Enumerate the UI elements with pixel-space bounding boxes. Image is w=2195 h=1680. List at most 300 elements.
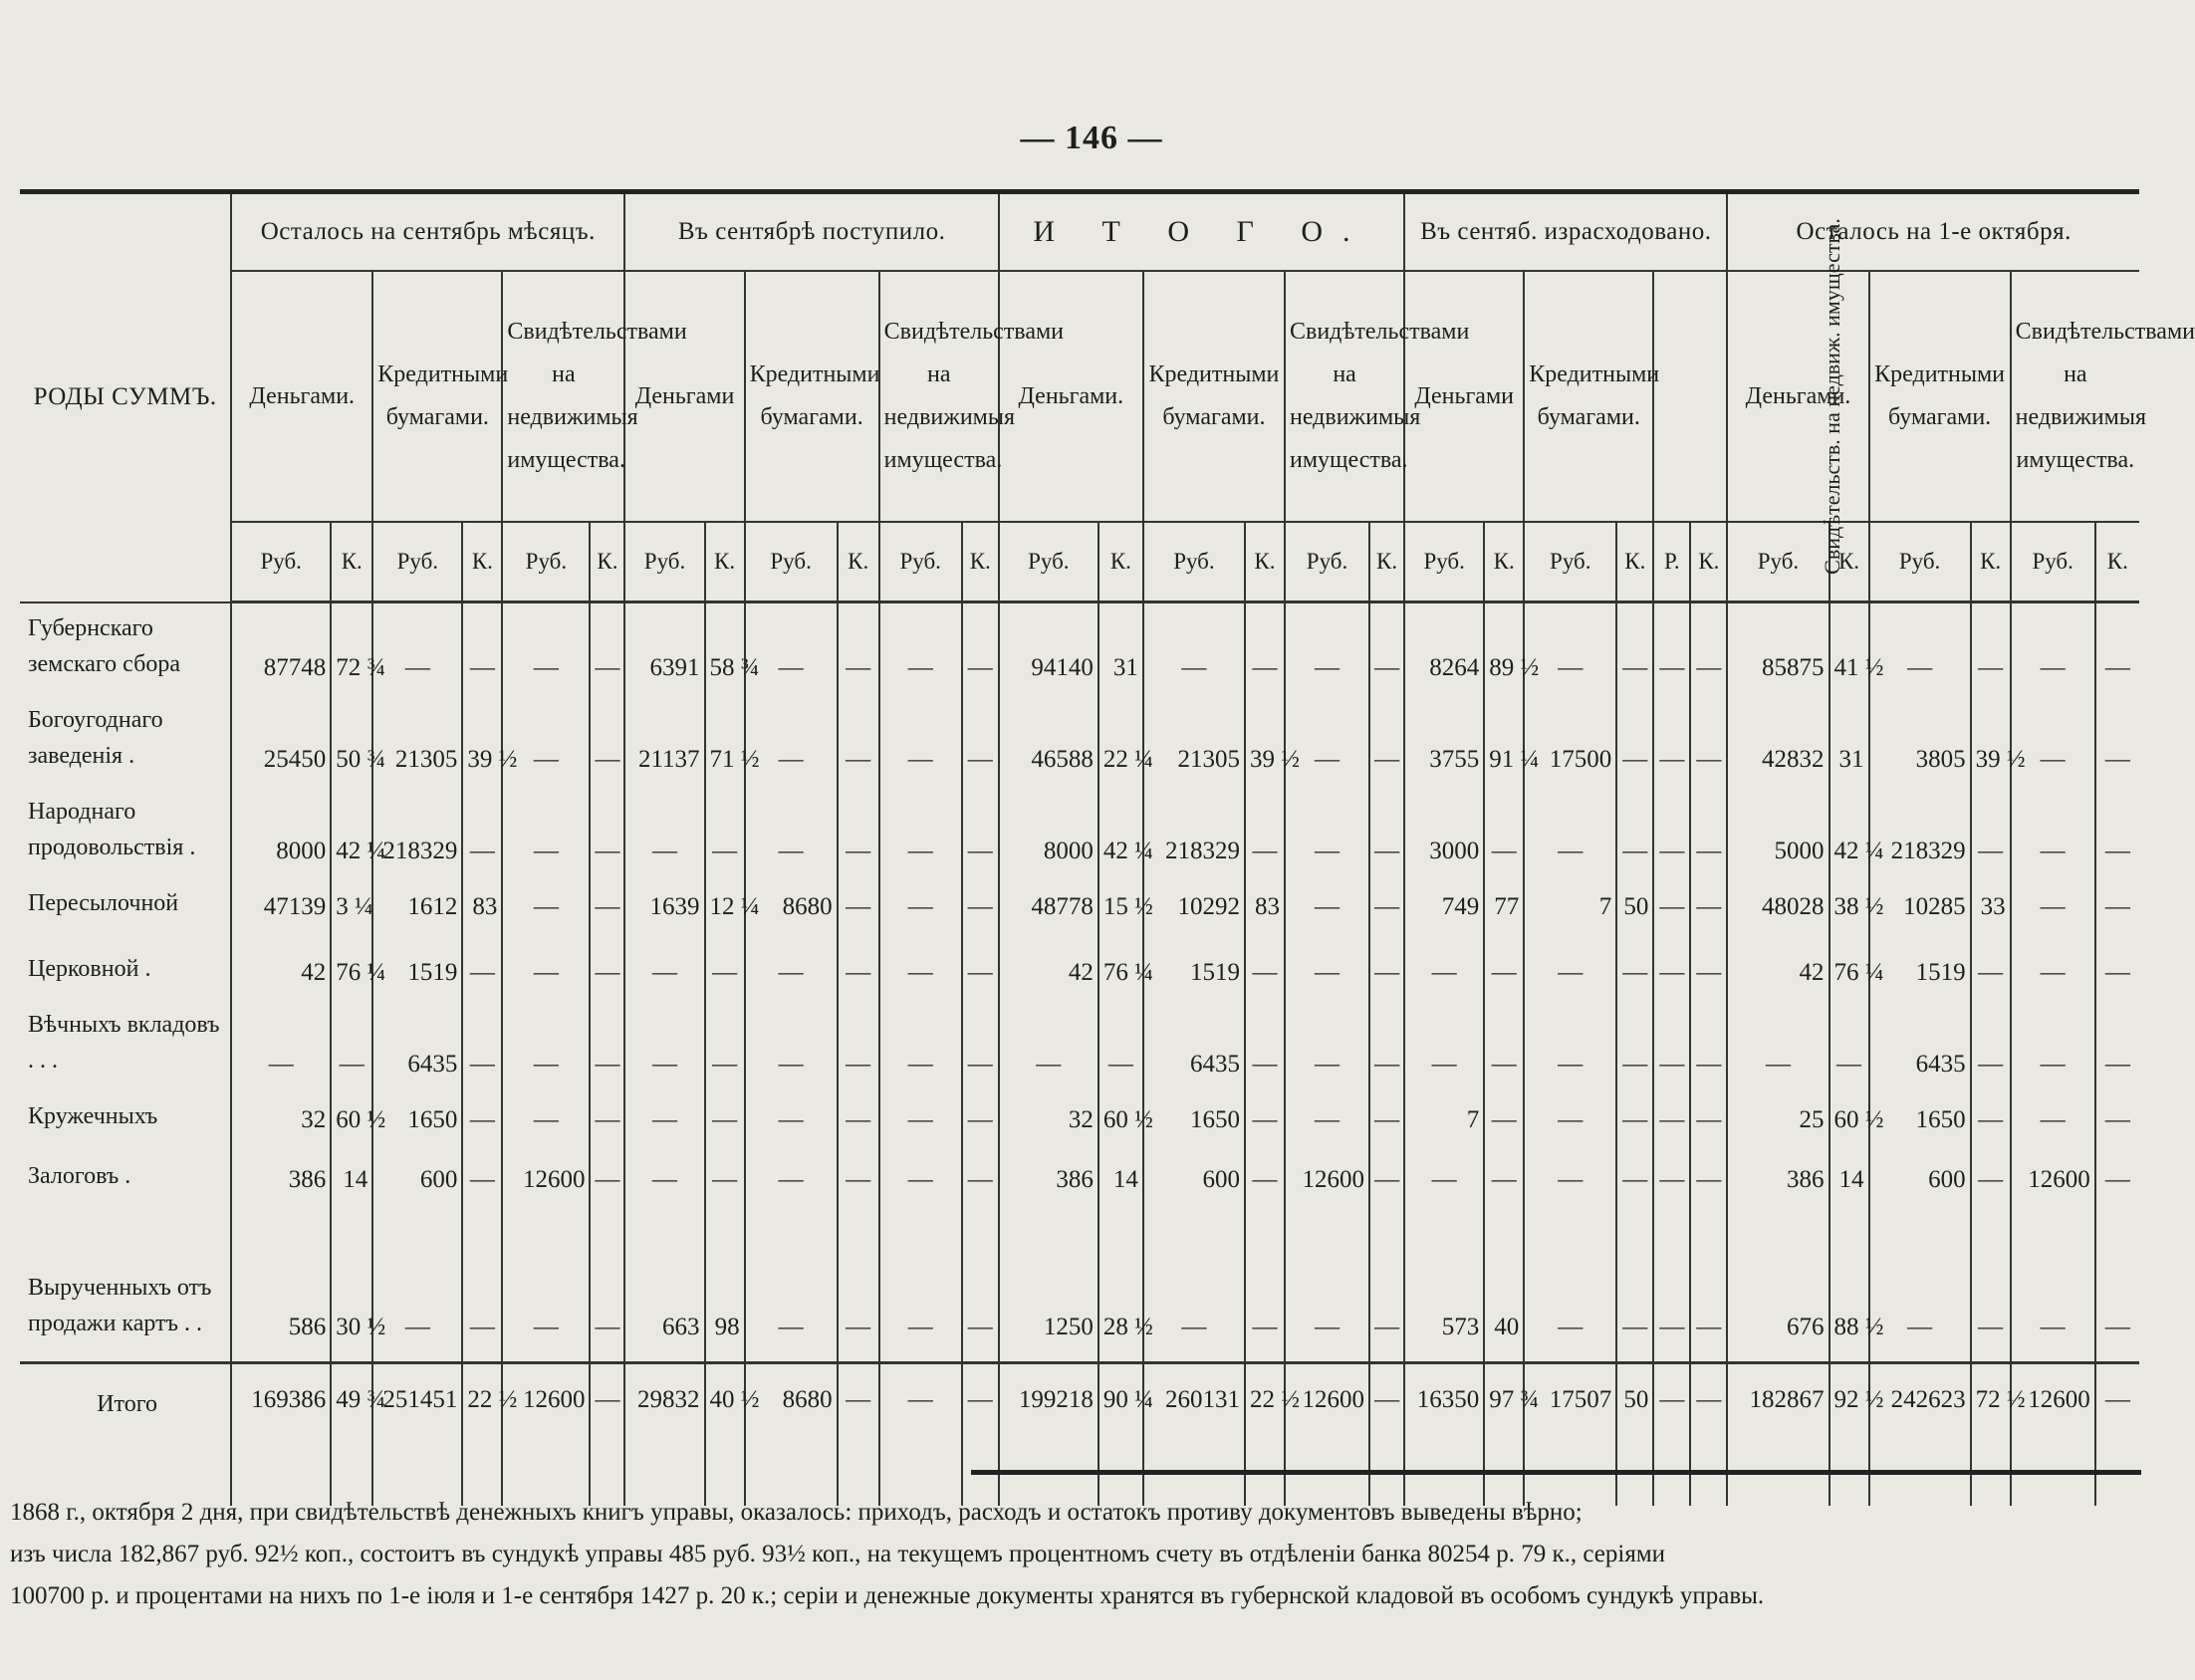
ruble-cell: 47139	[231, 885, 331, 941]
kopeck-cell: —	[1690, 1098, 1727, 1154]
kopeck-cell: —	[838, 602, 879, 702]
group-header-remaining-october: Осталось на 1-е октября.	[1727, 194, 2139, 271]
kopeck-cell: —	[1484, 941, 1524, 1007]
unit-rub: Руб.	[1143, 522, 1245, 602]
ruble-cell: 12600	[502, 1363, 590, 1507]
ruble-cell: —	[502, 1007, 590, 1098]
ruble-cell: —	[1653, 794, 1690, 885]
ruble-cell: 12600	[1285, 1154, 1369, 1214]
kopeck-cell: —	[1369, 1154, 1404, 1214]
unit-rub: Руб.	[624, 522, 704, 602]
footnote	[10, 1492, 2161, 1617]
kopeck-cell: 83	[462, 885, 502, 941]
kopeck-cell: 97 ¾	[1484, 1363, 1524, 1507]
kopeck-cell: —	[1616, 1214, 1653, 1363]
kopeck-cell: 39 ½	[1245, 702, 1285, 794]
kopeck-cell: 91 ¼	[1484, 702, 1524, 794]
kopeck-cell: —	[1484, 1098, 1524, 1154]
subheader-property: Свидѣтельствами на недвижимыя имущества.	[2011, 271, 2139, 522]
ruble-cell: 6435	[1143, 1007, 1245, 1098]
kopeck-cell: —	[2104, 958, 2130, 986]
ruble-cell: —	[1404, 1154, 1484, 1214]
kopeck-cell: —	[962, 702, 999, 794]
kopeck-cell: —	[590, 794, 624, 885]
kopeck-cell: 12 ¼	[705, 885, 745, 941]
ruble-cell: —	[1727, 1007, 1829, 1098]
kopeck-cell: —	[1690, 1007, 1727, 1098]
ruble-cell: 386	[999, 1154, 1098, 1214]
kopeck-cell: —	[962, 794, 999, 885]
ruble-cell: 32	[999, 1098, 1098, 1154]
unit-rub: Руб.	[879, 522, 962, 602]
kopeck-cell: 30 ½	[331, 1214, 372, 1363]
kopeck-cell: 58 ¾	[705, 602, 745, 702]
ruble-cell: 3000	[1404, 794, 1484, 885]
ledger-table-frame	[20, 189, 2195, 1479]
ruble-cell: —	[2011, 1098, 2095, 1154]
unit-kop: К.	[838, 522, 879, 602]
ruble-cell: 386	[1727, 1154, 1829, 1214]
unit-kop: К.	[1690, 522, 1727, 602]
ruble-cell: 12600	[2011, 1154, 2095, 1214]
kopeck-cell: —	[1971, 1098, 2011, 1154]
ruble-cell: —	[745, 941, 838, 1007]
kopeck-cell: —	[1690, 702, 1727, 794]
kopeck-cell: —	[1484, 1154, 1524, 1214]
ruble-cell: 251451	[372, 1363, 462, 1507]
ruble-cell: —	[1285, 602, 1369, 702]
subheader-credit: Кредитными бумагами.	[745, 271, 879, 522]
ruble-cell: —	[1285, 885, 1369, 941]
kopeck-cell: 38 ½	[1829, 885, 1869, 941]
ruble-cell: 32	[231, 1098, 331, 1154]
ruble-cell: 16350	[1404, 1363, 1484, 1507]
table-row	[20, 941, 2139, 1007]
ruble-cell: 17507	[1524, 1363, 1616, 1507]
kopeck-cell: —	[962, 885, 999, 941]
kopeck-cell: —	[705, 941, 745, 1007]
row-label: Вѣчныхъ вкладовъ . . .	[20, 1007, 231, 1098]
ruble-cell: —	[879, 794, 962, 885]
kopeck-cell: —	[2095, 1363, 2139, 1507]
ruble-cell: —	[1869, 602, 1971, 702]
kopeck-cell: 14	[1098, 1154, 1143, 1214]
unit-kop: К.	[462, 522, 502, 602]
ruble-cell: —	[879, 602, 962, 702]
ruble-cell: —	[502, 702, 590, 794]
kopeck-cell: —	[838, 941, 879, 1007]
ruble-cell: 218329	[1869, 794, 1971, 885]
kopeck-cell: 77	[1484, 885, 1524, 941]
kopeck-cell: —	[838, 1214, 879, 1363]
kopeck-cell: —	[462, 602, 502, 702]
row-label: Вырученныхъ отъ продажи картъ . .	[20, 1214, 231, 1363]
ruble-cell: —	[1285, 702, 1369, 794]
kopeck-cell: —	[1690, 941, 1727, 1007]
kopeck-cell: —	[1971, 941, 2011, 1007]
ruble-cell: —	[879, 1007, 962, 1098]
kopeck-cell: —	[1616, 602, 1653, 702]
ruble-cell: —	[1653, 1007, 1690, 1098]
subheader-money: Деньгами.	[231, 271, 372, 522]
ruble-cell: —	[1285, 794, 1369, 885]
ruble-cell: 17500	[1524, 702, 1616, 794]
table-row	[20, 1214, 2139, 1363]
kopeck-cell: —	[838, 1007, 879, 1098]
footnote-line: 1868 г., октября 2 дня, при свидѣтельствѣ денежныхъ книгъ управы, оказалось: приходъ, расходъ и остатокъ противу документовъ выведены вѣрно;	[10, 1499, 1583, 1526]
unit-kop: К.	[1369, 522, 1404, 602]
ruble-cell: 48778	[999, 885, 1098, 941]
ruble-cell: —	[1404, 1007, 1484, 1098]
subheader-credit: Кредитными бумагами.	[1524, 271, 1653, 522]
kopeck-cell: —	[590, 702, 624, 794]
subheader-property-vertical-text: Свидѣтельств. на недвиж. имущества.	[1820, 217, 1845, 575]
ruble-cell: —	[2011, 1007, 2095, 1098]
ruble-cell: 1519	[1143, 941, 1245, 1007]
kopeck-cell: —	[1690, 885, 1727, 941]
ruble-cell: 676	[1727, 1214, 1829, 1363]
unit-kop: К.	[2095, 522, 2139, 602]
ruble-cell: 242623	[1869, 1363, 1971, 1507]
ruble-cell: 386	[231, 1154, 331, 1214]
kopeck-cell: —	[838, 702, 879, 794]
kopeck-cell: —	[1369, 794, 1404, 885]
ruble-cell: 573	[1404, 1214, 1484, 1363]
ruble-cell: —	[1524, 602, 1616, 702]
ruble-cell: 218329	[372, 794, 462, 885]
ruble-cell: 25	[1727, 1098, 1829, 1154]
kopeck-cell: 22 ½	[462, 1363, 502, 1507]
kopeck-cell: —	[1245, 1007, 1285, 1098]
kopeck-cell: —	[838, 1363, 879, 1507]
kopeck-cell: —	[962, 1214, 999, 1363]
kopeck-cell: —	[1245, 1098, 1285, 1154]
ruble-cell: —	[745, 1214, 838, 1363]
ruble-cell: 21137	[624, 702, 704, 794]
kopeck-cell: 42 ¼	[1829, 794, 1869, 885]
ruble-cell: —	[1653, 1214, 1690, 1363]
kopeck-cell: —	[1616, 941, 1653, 1007]
ruble-cell: —	[1869, 1214, 1971, 1363]
row-label: Народнаго продовольствія .	[20, 794, 231, 885]
ruble-cell: 1250	[999, 1214, 1098, 1363]
kopeck-cell: —	[838, 1098, 879, 1154]
ruble-cell: 586	[231, 1214, 331, 1363]
kopeck-cell: —	[962, 1154, 999, 1214]
unit-r: Р.	[1653, 522, 1690, 602]
kopeck-cell: —	[962, 1098, 999, 1154]
ruble-cell: —	[1285, 1214, 1369, 1363]
unit-rub: Руб.	[999, 522, 1098, 602]
ruble-cell: —	[2011, 602, 2095, 702]
kopeck-cell: —	[1616, 1154, 1653, 1214]
ruble-cell: 8264	[1404, 602, 1484, 702]
ruble-cell: —	[624, 1098, 704, 1154]
kopeck-cell: —	[1369, 602, 1404, 702]
kopeck-cell: 50	[1616, 1363, 1653, 1507]
kopeck-cell: —	[1369, 1007, 1404, 1098]
subheader-credit: Кредитными бумагами.	[1143, 271, 1285, 522]
ruble-cell: 8000	[999, 794, 1098, 885]
kopeck-cell: 83	[1245, 885, 1285, 941]
kopeck-cell: 33	[1971, 885, 2011, 941]
ruble-cell: 8000	[231, 794, 331, 885]
ruble-cell: —	[502, 885, 590, 941]
ruble-cell: —	[624, 794, 704, 885]
kopeck-cell: —	[1690, 602, 1727, 702]
ruble-cell: 1650	[1869, 1098, 1971, 1154]
table-row	[20, 794, 2139, 885]
unit-rub: Руб.	[231, 522, 331, 602]
kopeck-cell: 39 ½	[1971, 702, 2011, 794]
page-number: — 146 —	[1020, 120, 1163, 156]
ledger-bottom-rule	[971, 1470, 2141, 1475]
ruble-cell: —	[879, 885, 962, 941]
unit-rub: Руб.	[1285, 522, 1369, 602]
kopeck-cell: 88 ½	[1829, 1214, 1869, 1363]
kopeck-cell: —	[962, 1007, 999, 1098]
row-label: Кружечныхъ	[20, 1098, 231, 1154]
group-header-remaining-september: Осталось на сентябрь мѣсяцъ.	[231, 194, 624, 271]
ruble-cell: —	[745, 702, 838, 794]
ruble-cell: 29832	[624, 1363, 704, 1507]
ruble-cell: —	[1143, 602, 1245, 702]
ruble-cell: —	[1404, 941, 1484, 1007]
ruble-cell: —	[745, 1154, 838, 1214]
kopeck-cell: —	[1369, 941, 1404, 1007]
kopeck-cell: 41 ½	[1829, 602, 1869, 702]
kopeck-cell: —	[1971, 1214, 2011, 1363]
kopeck-cell: —	[462, 1098, 502, 1154]
ruble-cell: 46588	[999, 702, 1098, 794]
ruble-cell: 1519	[1869, 941, 1971, 1007]
ledger-body	[20, 602, 2139, 1507]
kopeck-cell: 28 ½	[1098, 1214, 1143, 1363]
ruble-cell: 87748	[231, 602, 331, 702]
ruble-cell: 8680	[745, 1363, 838, 1507]
table-row	[20, 1154, 2139, 1214]
ruble-cell: —	[1285, 941, 1369, 1007]
ruble-cell: —	[502, 941, 590, 1007]
kopeck-cell: —	[705, 1098, 745, 1154]
ruble-cell: —	[1653, 1363, 1690, 1507]
kopeck-cell: —	[962, 1363, 999, 1507]
ruble-cell: 663	[624, 1214, 704, 1363]
kopeck-cell: —	[590, 1363, 624, 1507]
table-row	[20, 1098, 2139, 1154]
kopeck-cell: —	[590, 885, 624, 941]
ruble-cell: —	[1524, 1154, 1616, 1214]
subheader-property: Свидѣтельствами на недвижимыя имущества.	[502, 271, 624, 522]
kopeck-cell: —	[1616, 702, 1653, 794]
unit-rub: Руб.	[1869, 522, 1971, 602]
subheader-money: Деньгами.	[1727, 271, 1868, 522]
unit-kop: К.	[1971, 522, 2011, 602]
kopeck-cell: —	[2104, 1050, 2130, 1078]
ruble-cell: —	[879, 702, 962, 794]
ruble-cell: —	[2011, 702, 2095, 794]
row-label: Залоговъ .	[20, 1154, 231, 1214]
subheader-credit: Кредитными бумагами.	[1869, 271, 2011, 522]
row-label: Пересылочной	[20, 885, 231, 941]
ruble-cell: 6435	[372, 1007, 462, 1098]
table-row	[20, 1007, 2139, 1098]
kopeck-cell: 90 ¼	[1098, 1363, 1143, 1507]
kopeck-cell: —	[590, 602, 624, 702]
footnote-line: 100700 р. и процентами на нихъ по 1-е іюля и 1-е сентября 1427 р. 20 к.; серіи и денежные документы хранятся въ губернской кладовой въ особомъ сундукѣ управы.	[10, 1582, 1765, 1609]
kopeck-cell: —	[1616, 1098, 1653, 1154]
group-header-spent-september: Въ сентяб. израсходовано.	[1404, 194, 1727, 271]
ruble-cell: —	[1143, 1214, 1245, 1363]
ruble-cell: —	[879, 1363, 962, 1507]
total-label: Итого	[20, 1363, 231, 1507]
unit-rub: Руб.	[1727, 522, 1829, 602]
unit-kop: К.	[1829, 522, 1869, 602]
kopeck-cell: —	[962, 602, 999, 702]
kopeck-cell: 42 ¼	[1098, 794, 1143, 885]
ruble-cell: 42832	[1727, 702, 1829, 794]
kopeck-cell: 14	[331, 1154, 372, 1214]
kopeck-cell: —	[1690, 1154, 1727, 1214]
kopeck-cell: —	[1369, 1363, 1404, 1507]
ruble-cell: —	[2011, 941, 2095, 1007]
ruble-cell: 182867	[1727, 1363, 1829, 1507]
kopeck-cell: —	[590, 1007, 624, 1098]
ruble-cell: 10285	[1869, 885, 1971, 941]
kopeck-cell: —	[1369, 1214, 1404, 1363]
ruble-cell: 8680	[745, 885, 838, 941]
kopeck-cell: —	[1245, 794, 1285, 885]
unit-kop: К.	[331, 522, 372, 602]
unit-rub: Руб.	[372, 522, 462, 602]
kopeck-cell: —	[705, 794, 745, 885]
kopeck-cell: —	[2104, 892, 2130, 920]
kopeck-cell: —	[1369, 885, 1404, 941]
ruble-cell: 12600	[2011, 1363, 2095, 1507]
ruble-cell: —	[879, 1154, 962, 1214]
ruble-cell: —	[1524, 941, 1616, 1007]
unit-kop: К.	[1484, 522, 1524, 602]
kopeck-cell: 98	[705, 1214, 745, 1363]
kopeck-cell: —	[1971, 1007, 2011, 1098]
kopeck-cell: —	[1245, 1154, 1285, 1214]
kopeck-cell: —	[2104, 653, 2130, 681]
kopeck-cell: 89 ½	[1484, 602, 1524, 702]
ruble-cell: 94140	[999, 602, 1098, 702]
kopeck-cell: —	[2104, 837, 2130, 864]
ruble-cell: 25450	[231, 702, 331, 794]
kopeck-cell: 22 ¼	[1098, 702, 1143, 794]
ruble-cell: —	[745, 1007, 838, 1098]
kopeck-cell: —	[1369, 702, 1404, 794]
ruble-cell: 3755	[1404, 702, 1484, 794]
kopeck-cell: —	[1369, 1098, 1404, 1154]
subheader-money: Деньгами	[1404, 271, 1524, 522]
kopeck-cell: —	[1245, 1214, 1285, 1363]
kopeck-cell: —	[1098, 1007, 1143, 1098]
kopeck-cell: —	[331, 1007, 372, 1098]
ruble-cell: —	[624, 1154, 704, 1214]
kopeck-cell: —	[1484, 1007, 1524, 1098]
kopeck-cell: —	[590, 1098, 624, 1154]
kopeck-cell: —	[2104, 1105, 2130, 1133]
kopeck-cell: —	[1690, 794, 1727, 885]
kopeck-cell: —	[590, 941, 624, 1007]
ruble-cell: —	[624, 1007, 704, 1098]
ruble-cell: —	[502, 794, 590, 885]
ruble-cell: 600	[1869, 1154, 1971, 1214]
kopeck-cell: —	[462, 1007, 502, 1098]
subheader-credit: Кредитными бумагами.	[372, 271, 502, 522]
row-type-header: РОДЫ СУММЪ.	[20, 194, 231, 602]
kopeck-cell: 71 ½	[705, 702, 745, 794]
ruble-cell: 42	[231, 941, 331, 1007]
kopeck-cell: —	[1690, 1214, 1727, 1363]
unit-kop: К.	[705, 522, 745, 602]
table-row	[20, 602, 2139, 702]
ruble-cell: 199218	[999, 1363, 1098, 1507]
ruble-cell: —	[231, 1007, 331, 1098]
kopeck-cell: 50	[1616, 885, 1653, 941]
ruble-cell: —	[1285, 1098, 1369, 1154]
unit-rub: Руб.	[1404, 522, 1484, 602]
kopeck-cell: 40 ½	[705, 1363, 745, 1507]
ruble-cell: 7	[1404, 1098, 1484, 1154]
kopeck-cell: 14	[1829, 1154, 1869, 1214]
unit-kop: К.	[590, 522, 624, 602]
ruble-cell: 7	[1524, 885, 1616, 941]
ruble-cell: 85875	[1727, 602, 1829, 702]
ruble-cell: —	[372, 602, 462, 702]
ruble-cell: —	[2011, 885, 2095, 941]
ruble-cell: 1612	[372, 885, 462, 941]
subheader-property: Свидѣтельствами на недвижимыя имущества.	[1285, 271, 1404, 522]
kopeck-cell: —	[1484, 794, 1524, 885]
ruble-cell: —	[1524, 794, 1616, 885]
kopeck-cell: —	[462, 941, 502, 1007]
kopeck-cell: 72 ¾	[331, 602, 372, 702]
kopeck-cell: —	[2104, 745, 2130, 773]
ruble-cell: 21305	[372, 702, 462, 794]
ruble-cell: —	[624, 941, 704, 1007]
unit-rub: Руб.	[1524, 522, 1616, 602]
ruble-cell: —	[1653, 1154, 1690, 1214]
kopeck-cell: 22 ½	[1245, 1363, 1285, 1507]
kopeck-cell: —	[838, 885, 879, 941]
ruble-cell: —	[1653, 941, 1690, 1007]
ruble-cell: —	[502, 1214, 590, 1363]
kopeck-cell: —	[590, 1214, 624, 1363]
ruble-cell: 1639	[624, 885, 704, 941]
kopeck-cell: —	[2104, 1314, 2130, 1340]
kopeck-cell: 40	[1484, 1214, 1524, 1363]
group-header-itogo: И Т О Г О.	[999, 194, 1404, 271]
ruble-cell: —	[1653, 885, 1690, 941]
kopeck-cell: 15 ½	[1098, 885, 1143, 941]
ruble-cell: 218329	[1143, 794, 1245, 885]
ruble-cell: 6391	[624, 602, 704, 702]
subheader-property: Свидѣтельствами на недвижимыя имущества.	[879, 271, 999, 522]
kopeck-cell: —	[590, 1154, 624, 1214]
ruble-cell: 21305	[1143, 702, 1245, 794]
kopeck-cell: 3 ¼	[331, 885, 372, 941]
kopeck-cell: —	[1971, 794, 2011, 885]
footnote-line: изъ числа 182,867 руб. 92½ коп., состоитъ въ сундукѣ управы 485 руб. 93½ коп., на текущемъ процентномъ счету въ отдѣленіи банка 80254 р. 79 к., серіями	[10, 1541, 1666, 1567]
ruble-cell: 42	[1727, 941, 1829, 1007]
kopeck-cell: —	[705, 1007, 745, 1098]
unit-kop: К.	[1098, 522, 1143, 602]
kopeck-cell: —	[1971, 1154, 2011, 1214]
